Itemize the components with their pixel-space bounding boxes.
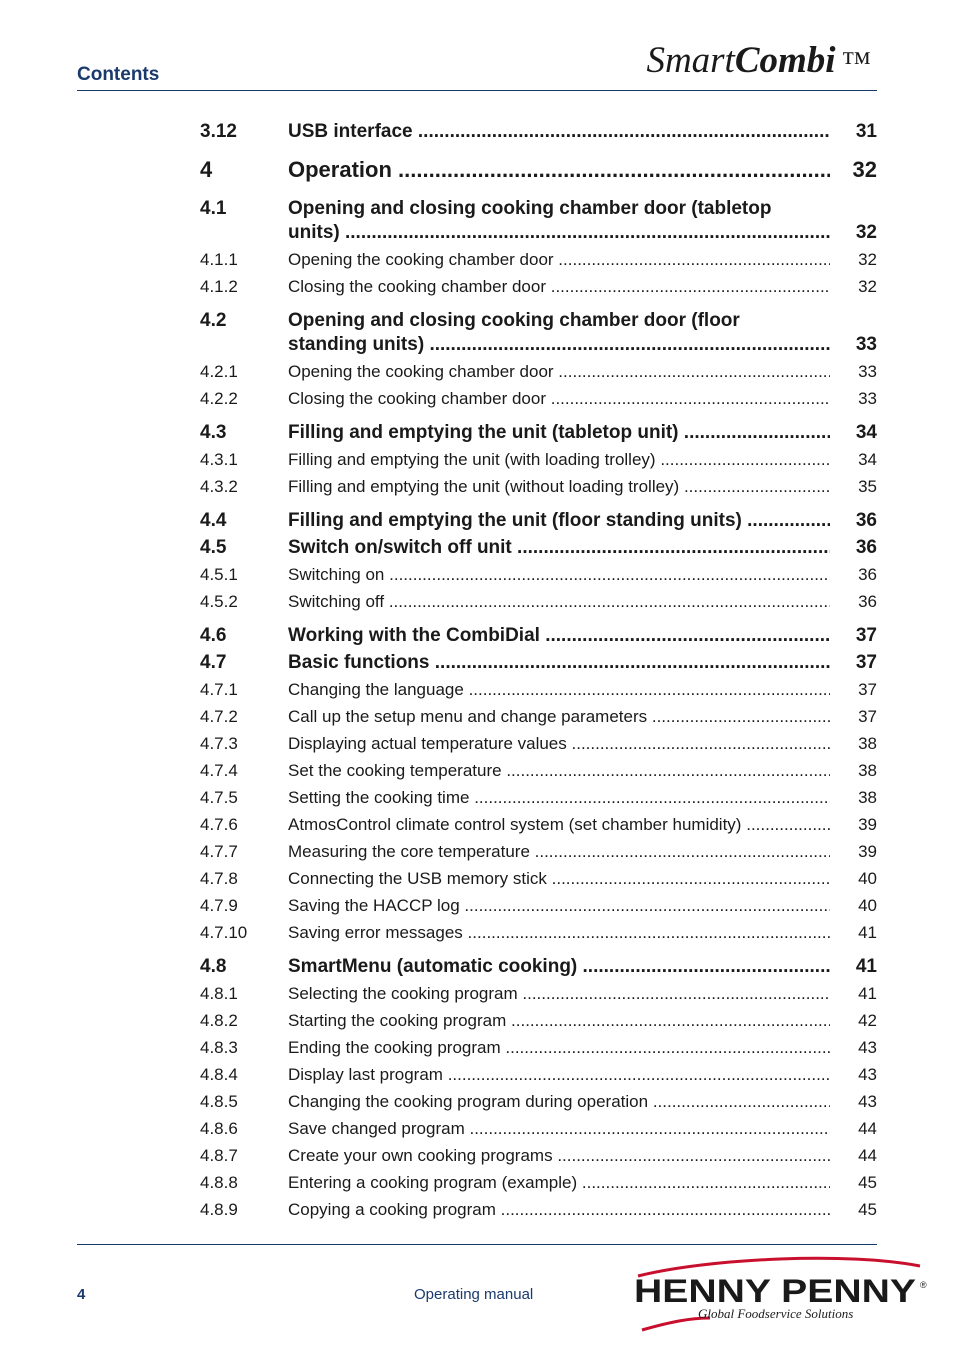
toc-title-line1: Opening and closing cooking chamber door (floor bbox=[288, 310, 740, 331]
toc-number: 4.8.7 bbox=[200, 1146, 238, 1165]
toc-entry[interactable] bbox=[200, 273, 878, 300]
toc-page-number: 41 bbox=[855, 956, 877, 977]
toc-entry[interactable] bbox=[200, 385, 878, 412]
toc-title-leader bbox=[288, 730, 830, 757]
toc-title-leader bbox=[288, 588, 830, 615]
toc-title: Selecting the cooking program bbox=[288, 984, 518, 1003]
toc-entry[interactable] bbox=[200, 784, 878, 811]
toc-title-leader bbox=[288, 419, 830, 446]
logo-tagline: Global Foodservice Solutions bbox=[698, 1306, 854, 1321]
toc-title: Working with the CombiDial bbox=[288, 625, 540, 646]
toc-title: Closing the cooking chamber door bbox=[288, 277, 546, 296]
toc-entry[interactable] bbox=[200, 1088, 878, 1115]
section-label: Contents bbox=[77, 64, 160, 85]
toc-page-number: 37 bbox=[858, 680, 877, 699]
toc-page-number: 34 bbox=[855, 422, 877, 443]
toc-title-leader bbox=[288, 622, 830, 649]
toc-number: 4.8.1 bbox=[200, 984, 238, 1003]
table-of-contents bbox=[200, 118, 878, 1223]
toc-entry[interactable] bbox=[200, 676, 878, 703]
toc-entry[interactable] bbox=[200, 358, 878, 385]
toc-page-number: 36 bbox=[855, 537, 877, 558]
toc-number: 4.1.1 bbox=[200, 250, 238, 269]
toc-title-leader bbox=[288, 358, 830, 385]
toc-page-number: 44 bbox=[858, 1119, 877, 1138]
toc-entry[interactable] bbox=[200, 953, 878, 980]
toc-title-leader bbox=[288, 1061, 830, 1088]
toc-title-leader bbox=[288, 507, 830, 534]
toc-number: 4.6 bbox=[200, 625, 227, 646]
toc-number: 4.1 bbox=[200, 198, 227, 219]
toc-number: 4.2.1 bbox=[200, 362, 238, 381]
toc-number: 4.3 bbox=[200, 422, 227, 443]
toc-title-leader bbox=[288, 1169, 830, 1196]
toc-page-number: 42 bbox=[858, 1011, 877, 1030]
toc-number: 4.1.2 bbox=[200, 277, 238, 296]
toc-number: 4.7.10 bbox=[200, 923, 248, 942]
toc-title-leader bbox=[288, 811, 830, 838]
toc-page-number: 40 bbox=[858, 869, 877, 888]
toc-number: 4.8.2 bbox=[200, 1011, 238, 1030]
toc-number: 4.8.4 bbox=[200, 1065, 238, 1084]
toc-title: Opening the cooking chamber door bbox=[288, 362, 554, 381]
toc-number: 4.8.5 bbox=[200, 1092, 238, 1111]
toc-page-number: 31 bbox=[855, 121, 877, 142]
toc-title-leader bbox=[288, 385, 830, 412]
toc-entry[interactable] bbox=[200, 1007, 878, 1034]
toc-title: Setting the cooking time bbox=[288, 788, 470, 807]
toc-entry[interactable] bbox=[200, 1061, 878, 1088]
toc-title-leader bbox=[288, 757, 830, 784]
toc-entry[interactable] bbox=[200, 703, 878, 730]
toc-entry[interactable] bbox=[200, 649, 878, 676]
toc-title-leader bbox=[288, 676, 830, 703]
toc-title: Create your own cooking programs bbox=[288, 1146, 553, 1165]
footer-rule bbox=[77, 1244, 877, 1245]
toc-entry[interactable] bbox=[200, 152, 878, 188]
toc-page-number: 43 bbox=[858, 1038, 877, 1057]
toc-page-number: 44 bbox=[858, 1146, 877, 1165]
toc-number: 4.5.2 bbox=[200, 592, 238, 611]
product-brand bbox=[646, 39, 871, 82]
toc-title: standing units) bbox=[288, 334, 425, 355]
toc-title-leader bbox=[288, 838, 830, 865]
toc-number: 4.7.6 bbox=[200, 815, 238, 834]
toc-entry[interactable] bbox=[200, 622, 878, 649]
toc-entry[interactable] bbox=[200, 419, 878, 446]
toc-entry[interactable] bbox=[200, 118, 878, 145]
toc-title-leader bbox=[288, 219, 830, 246]
toc-entry[interactable] bbox=[200, 588, 878, 615]
toc-number: 4.7 bbox=[200, 652, 227, 673]
toc-title: Filling and emptying the unit (floor standing units) bbox=[288, 510, 742, 531]
toc-page-number: 39 bbox=[858, 815, 877, 834]
brand-light: Smart bbox=[646, 40, 735, 81]
toc-page-number: 41 bbox=[858, 923, 877, 942]
toc-number: 4.7.7 bbox=[200, 842, 238, 861]
toc-title: Saving error messages bbox=[288, 923, 463, 942]
toc-page-number: 33 bbox=[855, 334, 877, 355]
toc-number: 4.3.1 bbox=[200, 450, 238, 469]
document-type: Operating manual bbox=[414, 1286, 534, 1303]
toc-number: 4.7.9 bbox=[200, 896, 238, 915]
toc-title-leader bbox=[288, 561, 830, 588]
toc-number: 4.7.1 bbox=[200, 680, 238, 699]
toc-title: Filling and emptying the unit (without loading trolley) bbox=[288, 477, 680, 496]
toc-page-number: 45 bbox=[858, 1173, 877, 1192]
toc-number: 4.8.6 bbox=[200, 1119, 238, 1138]
toc-page-number: 37 bbox=[855, 652, 877, 673]
toc-number: 4.7.8 bbox=[200, 869, 238, 888]
toc-page-number: 38 bbox=[858, 788, 877, 807]
toc-title-leader bbox=[288, 865, 830, 892]
header-rule bbox=[77, 90, 877, 91]
toc-page-number: 35 bbox=[858, 477, 877, 496]
toc-title: Set the cooking temperature bbox=[288, 761, 502, 780]
page-number: 4 bbox=[77, 1286, 86, 1303]
toc-entry[interactable] bbox=[200, 919, 878, 946]
toc-number: 4.7.5 bbox=[200, 788, 238, 807]
toc-entry[interactable] bbox=[200, 507, 878, 534]
toc-page-number: 36 bbox=[858, 592, 877, 611]
toc-number: 4.4 bbox=[200, 510, 227, 531]
toc-title-leader bbox=[288, 703, 830, 730]
toc-entry[interactable] bbox=[200, 1196, 878, 1223]
toc-entry[interactable] bbox=[200, 838, 878, 865]
toc-title-line1: Opening and closing cooking chamber door (tabletop bbox=[288, 198, 772, 219]
toc-title: Opening the cooking chamber door bbox=[288, 250, 554, 269]
toc-page-number: 36 bbox=[858, 565, 877, 584]
toc-title-leader bbox=[288, 1196, 830, 1223]
toc-entry[interactable] bbox=[200, 892, 878, 919]
toc-title-leader bbox=[288, 152, 830, 188]
toc-title: SmartMenu (automatic cooking) bbox=[288, 956, 578, 977]
toc-page-number: 32 bbox=[855, 222, 877, 243]
toc-page-number: 38 bbox=[858, 734, 877, 753]
logo-wordmark: HENNY PENNY bbox=[634, 1273, 916, 1309]
toc-page-number: 34 bbox=[858, 450, 877, 469]
toc-entry[interactable] bbox=[200, 307, 878, 358]
toc-title: Displaying actual temperature values bbox=[288, 734, 567, 753]
brand-bold: Combi bbox=[734, 40, 836, 81]
toc-title: Switch on/switch off unit bbox=[288, 537, 512, 558]
toc-number: 4.3.2 bbox=[200, 477, 238, 496]
toc-title: Changing the cooking program during operation bbox=[288, 1092, 649, 1111]
toc-entry[interactable] bbox=[200, 730, 878, 757]
logo-registered-mark: ® bbox=[920, 1280, 927, 1290]
toc-number: 4.8 bbox=[200, 956, 227, 977]
toc-title: Basic functions bbox=[288, 652, 430, 673]
toc-page-number: 41 bbox=[858, 984, 877, 1003]
toc-page-number: 32 bbox=[858, 277, 877, 296]
toc-number: 4.8.8 bbox=[200, 1173, 238, 1192]
toc-title: Closing the cooking chamber door bbox=[288, 389, 546, 408]
toc-page-number: 43 bbox=[858, 1092, 877, 1111]
page-header bbox=[77, 33, 877, 93]
toc-title-leader bbox=[288, 1115, 830, 1142]
toc-entry[interactable] bbox=[200, 534, 878, 561]
toc-title: Operation bbox=[288, 157, 392, 182]
toc-page-number: 33 bbox=[858, 362, 877, 381]
toc-title: Save changed program bbox=[288, 1119, 465, 1138]
toc-title-leader bbox=[288, 246, 830, 273]
toc-entry[interactable] bbox=[200, 865, 878, 892]
toc-page-number: 39 bbox=[858, 842, 877, 861]
toc-number: 4.5.1 bbox=[200, 565, 238, 584]
toc-page-number: 38 bbox=[858, 761, 877, 780]
toc-number: 4.2 bbox=[200, 310, 227, 331]
toc-entry[interactable] bbox=[200, 1115, 878, 1142]
toc-entry[interactable] bbox=[200, 246, 878, 273]
toc-title: Filling and emptying the unit (tabletop unit) bbox=[288, 422, 679, 443]
toc-title: Measuring the core temperature bbox=[288, 842, 530, 861]
toc-entry[interactable] bbox=[200, 1169, 878, 1196]
henny-penny-logo bbox=[630, 1256, 930, 1334]
toc-page-number: 40 bbox=[858, 896, 877, 915]
toc-page-number: 32 bbox=[858, 250, 877, 269]
toc-title-leader bbox=[288, 473, 830, 500]
toc-page-number: 37 bbox=[858, 707, 877, 726]
toc-title: Entering a cooking program (example) bbox=[288, 1173, 578, 1192]
toc-title: Display last program bbox=[288, 1065, 443, 1084]
toc-page-number: 43 bbox=[858, 1065, 877, 1084]
toc-number: 4.2.2 bbox=[200, 389, 238, 408]
toc-title: Switching off bbox=[288, 592, 385, 611]
toc-page-number: 32 bbox=[852, 157, 877, 182]
brand-trademark: ™ bbox=[841, 46, 871, 79]
toc-title: Copying a cooking program bbox=[288, 1200, 496, 1219]
toc-title-leader bbox=[288, 1142, 830, 1169]
toc-entry[interactable] bbox=[200, 473, 878, 500]
toc-title-leader bbox=[288, 1034, 830, 1061]
toc-entry[interactable] bbox=[200, 757, 878, 784]
toc-number: 4 bbox=[200, 157, 213, 182]
toc-page-number: 37 bbox=[855, 625, 877, 646]
toc-entry[interactable] bbox=[200, 446, 878, 473]
toc-title: Call up the setup menu and change parameters bbox=[288, 707, 648, 726]
toc-entry[interactable] bbox=[200, 1034, 878, 1061]
toc-title-leader bbox=[288, 118, 830, 145]
toc-title-leader bbox=[288, 273, 830, 300]
toc-title: Saving the HACCP log bbox=[288, 896, 460, 915]
toc-title-leader bbox=[288, 331, 830, 358]
toc-title-leader bbox=[288, 784, 830, 811]
toc-title-leader bbox=[288, 980, 830, 1007]
toc-title: AtmosControl climate control system (set chamber humidity) bbox=[288, 815, 742, 834]
toc-title: Connecting the USB memory stick bbox=[288, 869, 547, 888]
toc-title: Changing the language bbox=[288, 680, 464, 699]
toc-title: Ending the cooking program bbox=[288, 1038, 501, 1057]
toc-entry[interactable] bbox=[200, 561, 878, 588]
toc-number: 4.5 bbox=[200, 537, 227, 558]
toc-title: Filling and emptying the unit (with loading trolley) bbox=[288, 450, 656, 469]
toc-number: 4.7.3 bbox=[200, 734, 238, 753]
toc-title-leader bbox=[288, 446, 830, 473]
toc-title-leader bbox=[288, 649, 830, 676]
toc-entry[interactable] bbox=[200, 1142, 878, 1169]
toc-title-leader bbox=[288, 919, 830, 946]
toc-entry[interactable] bbox=[200, 980, 878, 1007]
toc-number: 3.12 bbox=[200, 121, 237, 142]
toc-number: 4.8.9 bbox=[200, 1200, 238, 1219]
toc-title: units) bbox=[288, 222, 340, 243]
toc-title: Starting the cooking program bbox=[288, 1011, 507, 1030]
toc-entry[interactable] bbox=[200, 811, 878, 838]
toc-title-leader bbox=[288, 1088, 830, 1115]
toc-title-leader bbox=[288, 534, 830, 561]
toc-entry[interactable] bbox=[200, 195, 878, 246]
toc-title-leader bbox=[288, 953, 830, 980]
toc-title: Switching on bbox=[288, 565, 385, 584]
toc-title-leader bbox=[288, 1007, 830, 1034]
toc-title-leader bbox=[288, 892, 830, 919]
toc-number: 4.7.4 bbox=[200, 761, 238, 780]
toc-number: 4.8.3 bbox=[200, 1038, 238, 1057]
toc-title: USB interface bbox=[288, 121, 413, 142]
toc-page-number: 33 bbox=[858, 389, 877, 408]
toc-page-number: 45 bbox=[858, 1200, 877, 1219]
toc-page-number: 36 bbox=[855, 510, 877, 531]
toc-number: 4.7.2 bbox=[200, 707, 238, 726]
